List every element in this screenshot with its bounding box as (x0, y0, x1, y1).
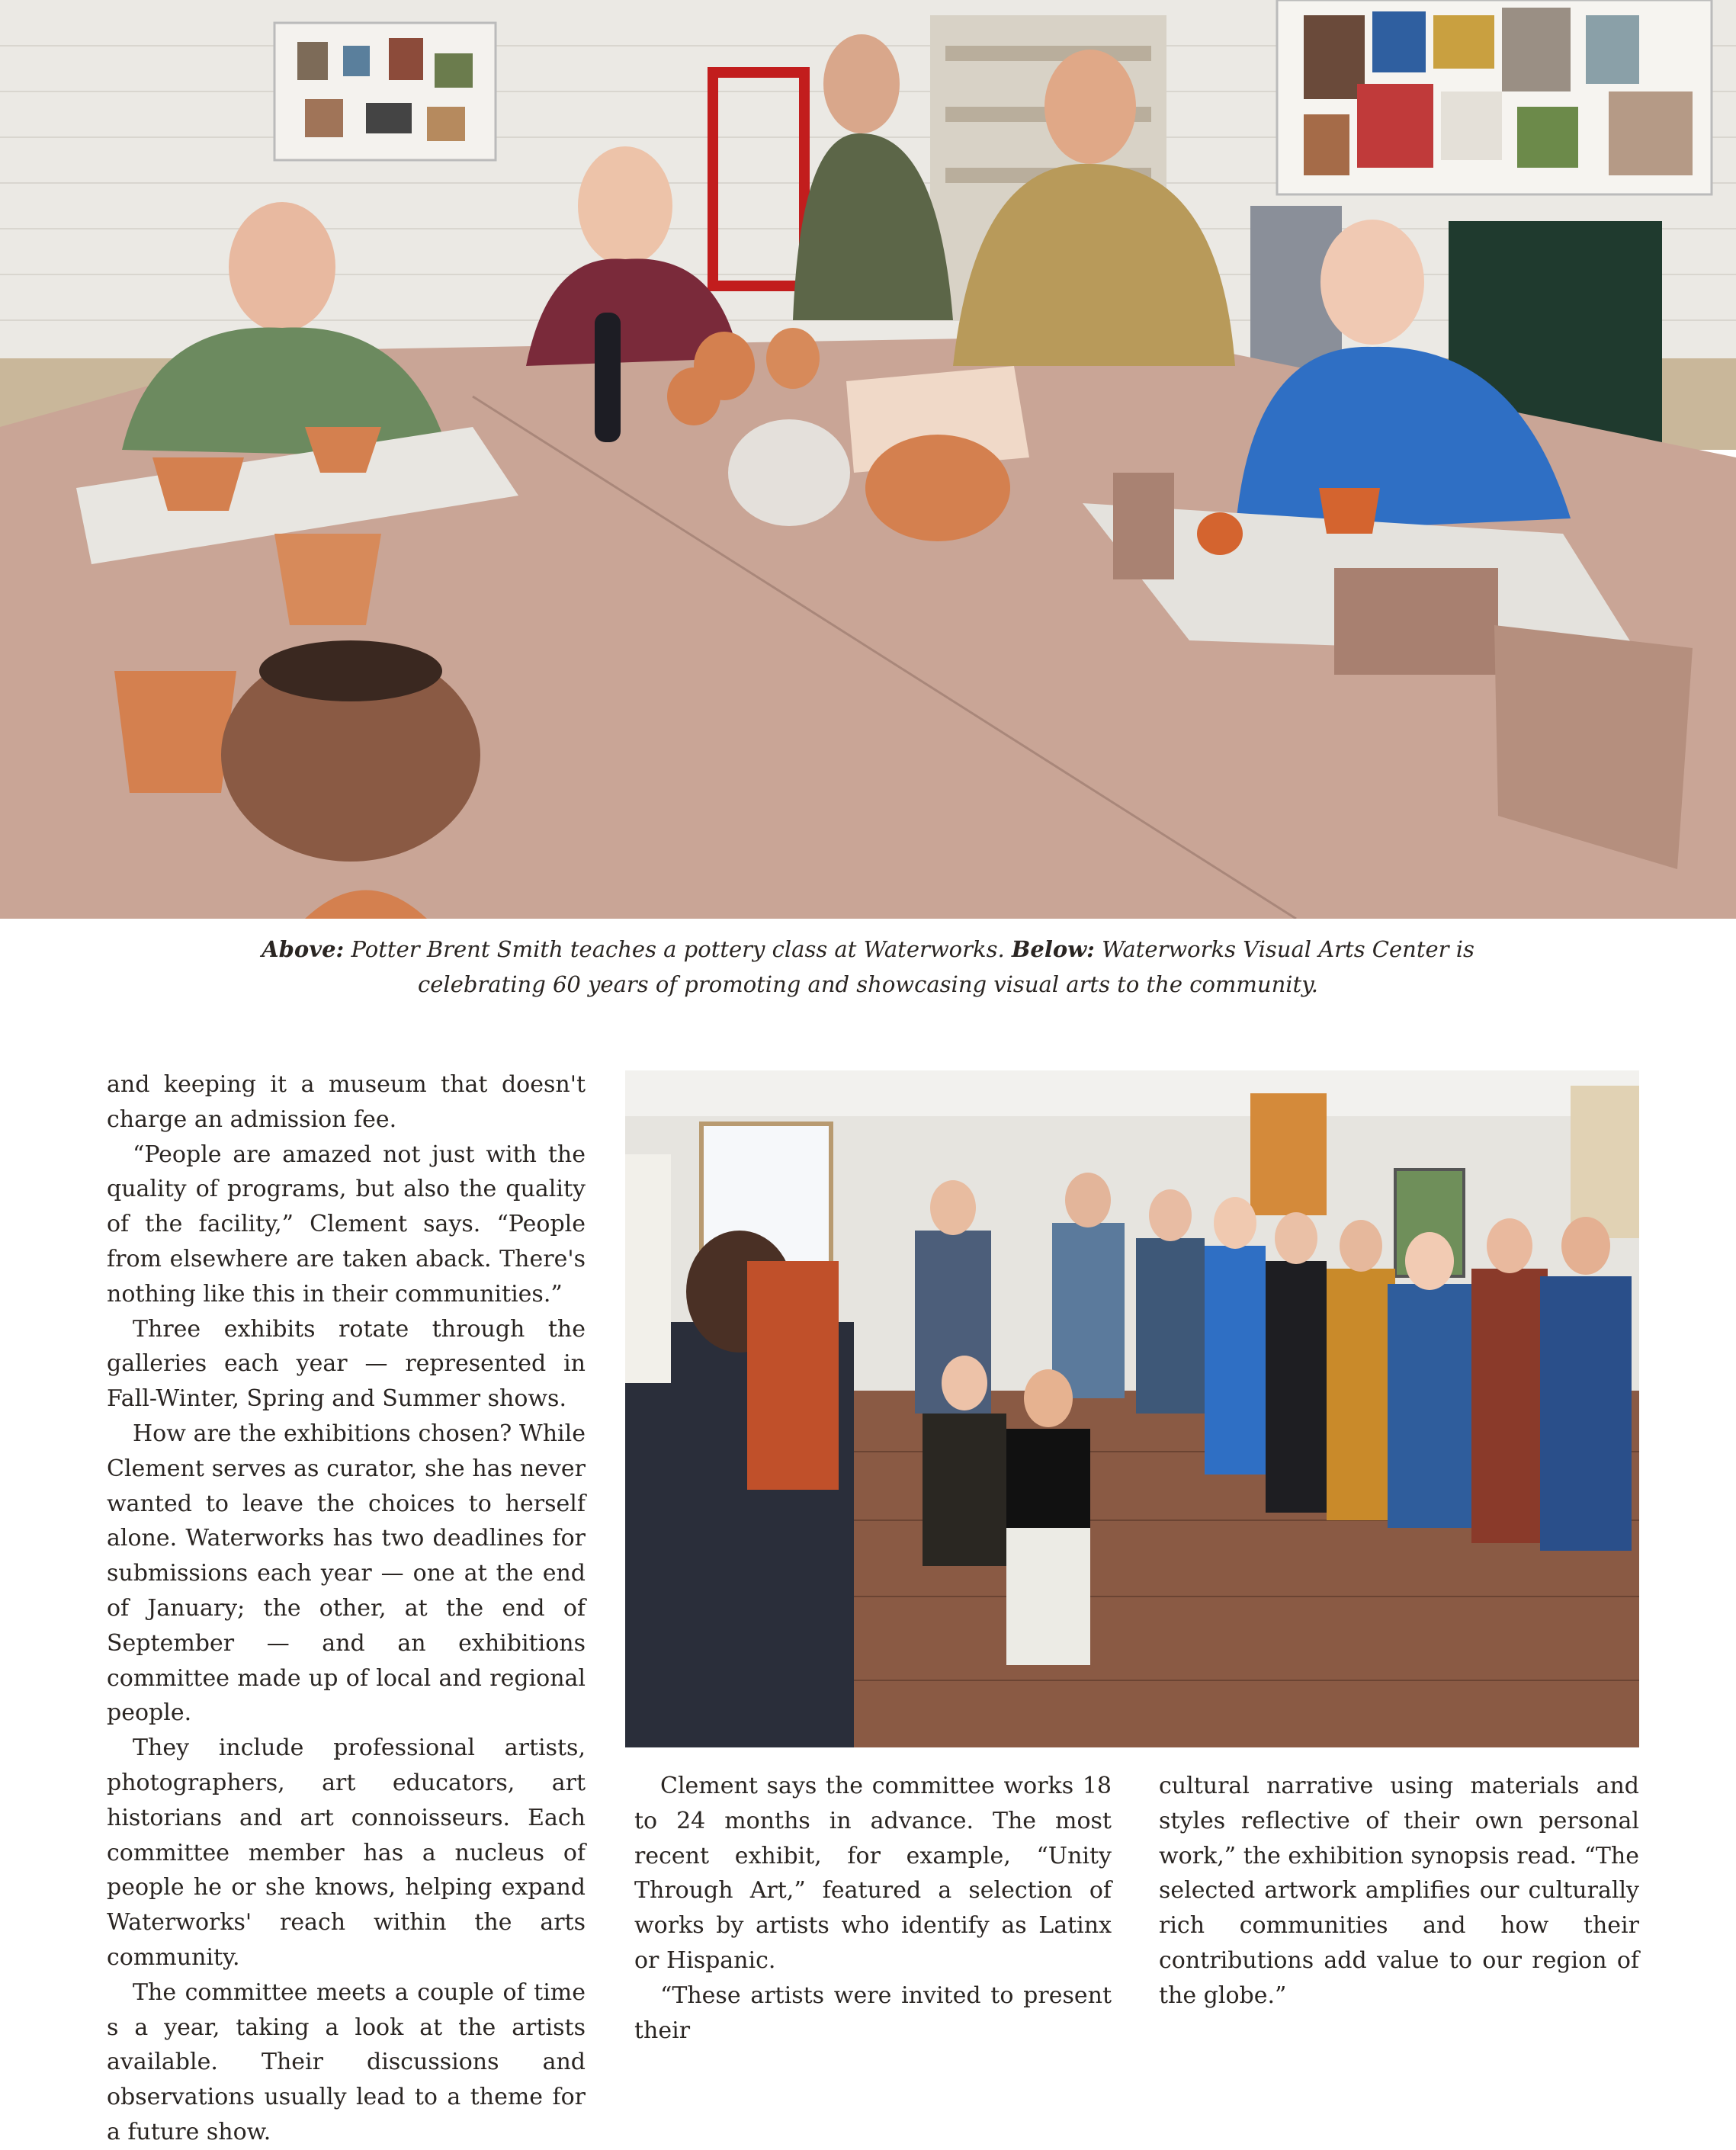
paragraph: The committee meets a couple of time s a year, taking a look at the artists available. Their discussions and observations usually lead to a theme for a future show. (107, 1978, 586, 2145)
caption-above-text: Potter Brent Smith teaches a pottery class at Waterworks. (344, 936, 1012, 962)
caption-below-label: Below: (1011, 936, 1095, 962)
article-left-column (107, 1067, 586, 2150)
paragraph: “These artists were invited to present their (634, 1982, 1112, 2044)
paragraph: and keeping it a museum that doesn't charge an admission fee. (107, 1071, 586, 1133)
paragraph: They include professional artists, photographers, art educators, art historians and art connoisseurs. Each committee member has a nucleus of people he or she knows, helping expand Waterworks' reach within the arts community. (107, 1734, 586, 1971)
gallery-reception-photo (625, 1070, 1639, 1747)
paragraph: Three exhibits rotate through the galleries each year — represented in Fall-Winter, Spring and Summer shows. (107, 1315, 586, 1413)
paragraph: How are the exhibitions chosen? While Clement serves as curator, she has never wanted to leave the choices to herself alone. Waterworks has two deadlines for submissions each year — one at the end of January; the other, at the end of September — and an exhibitions committee made up of local and regional people. (107, 1420, 586, 1727)
caption-below-text: Waterworks Visual Arts Center is celebrating 60 years of promoting and showcasing visual arts to the community. (418, 936, 1474, 997)
article-right-column (1159, 1769, 1639, 2014)
paragraph: “People are amazed not just with the quality of programs, but also the quality of the facility,” Clement says. “People from elsewhere are taken aback. There's nothing like this in their communities.” (107, 1141, 586, 1308)
paragraph: cultural narrative using materials and styles reflective of their own personal work,” the exhibition synopsis read. “The selected artwork amplifies our culturally rich communities and how their contributions add value to our region of the globe.” (1159, 1773, 1639, 2009)
photo-caption (229, 932, 1507, 1002)
pottery-class-photo (0, 0, 1736, 919)
paragraph: Clement says the committee works 18 to 24 months in advance. The most recent exhibit, for example, “Unity Through Art,” featured a selection of works by artists who identify as Latinx or Hispanic. (634, 1773, 1112, 1974)
caption-above-label: Above: (262, 936, 345, 962)
article-middle-column (634, 1769, 1112, 2048)
